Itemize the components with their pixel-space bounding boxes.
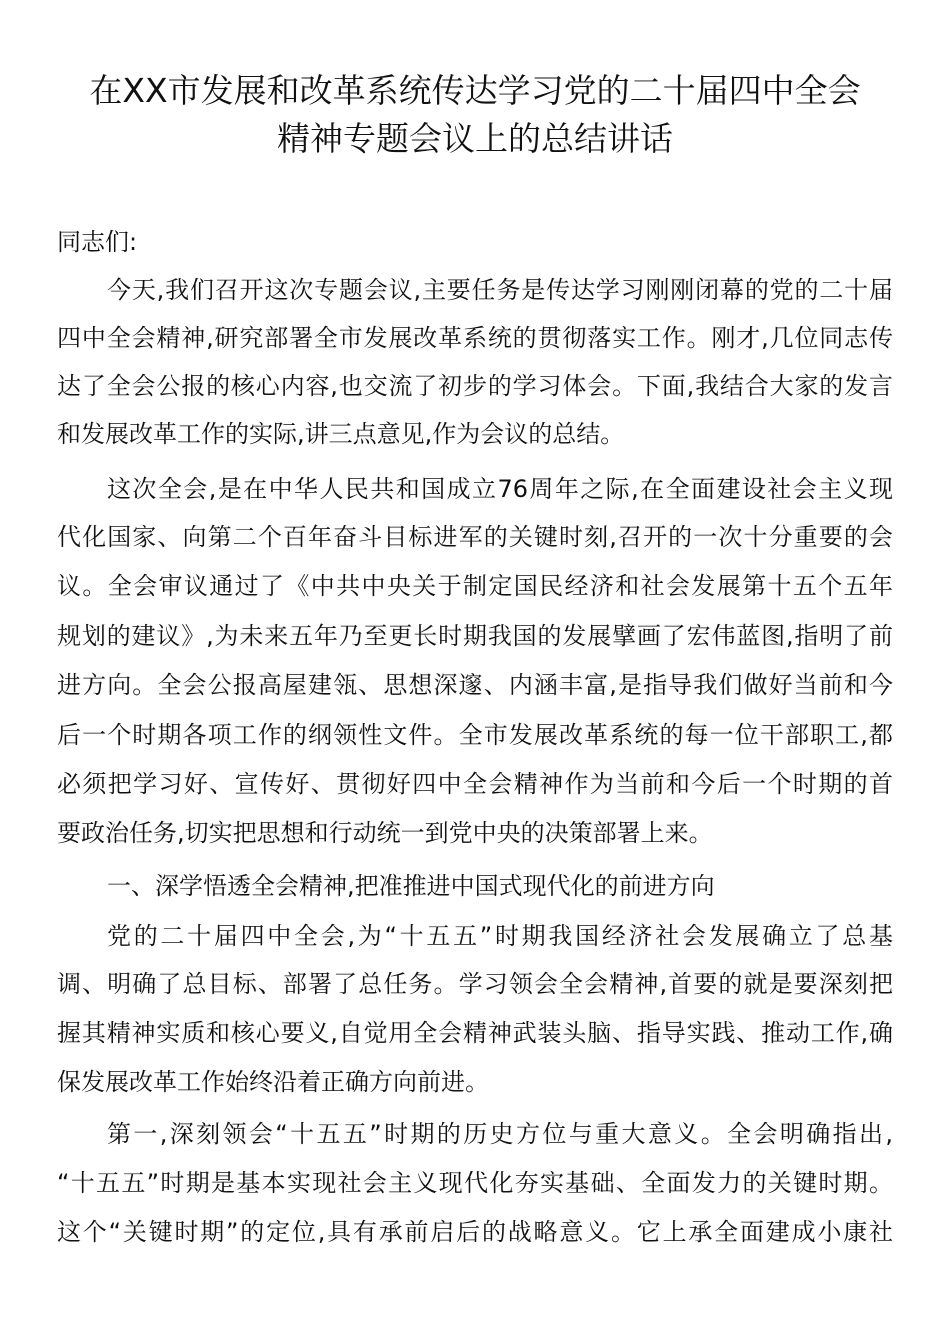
paragraph-line: 议。全会审议通过了《中共中央关于制定国民经济和社会发展第十五个五年 bbox=[57, 572, 893, 600]
paragraph-line: 四中全会精神,研究部署全市发展改革系统的贯彻落实工作。刚才,几位同志传 bbox=[57, 324, 893, 352]
document-title-line-1: 在XX市发展和改革系统传达学习党的二十届四中全会 bbox=[89, 71, 861, 110]
paragraph-line: 第一,深刻领会“十五五”时期的历史方位与重大意义。全会明确指出, bbox=[107, 1120, 893, 1148]
paragraph-line: 调、明确了总目标、部署了总任务。学习领会全会精神,首要的就是要深刻把 bbox=[57, 970, 893, 998]
paragraph-line: “十五五”时期是基本实现社会主义现代化夯实基础、全面发力的关键时期。 bbox=[57, 1169, 893, 1197]
paragraph-line: 党的二十届四中全会,为“十五五”时期我国经济社会发展确立了总基 bbox=[107, 922, 893, 950]
paragraph-line: 必须把学习好、宣传好、贯彻好四中全会精神作为当前和今后一个时期的首 bbox=[57, 770, 893, 798]
paragraph-line: 达了全会公报的核心内容,也交流了初步的学习体会。下面,我结合大家的发言 bbox=[57, 372, 893, 400]
salutation: 同志们: bbox=[57, 228, 138, 256]
paragraph-line: 要政治任务,切实把思想和行动统一到党中央的决策部署上来。 bbox=[57, 819, 713, 847]
paragraph-line: 今天,我们召开这次专题会议,主要任务是传达学习刚刚闭幕的党的二十届 bbox=[107, 276, 893, 304]
paragraph-line: 和发展改革工作的实际,讲三点意见,作为会议的总结。 bbox=[57, 420, 625, 448]
paragraph-line: 这个“关键时期”的定位,具有承前启后的战略意义。它上承全面建成小康社 bbox=[57, 1218, 893, 1246]
paragraph-line: 后一个时期各项工作的纲领性文件。全市发展改革系统的每一位干部职工,都 bbox=[57, 721, 893, 749]
section-heading: 一、深学悟透全会精神,把准推进中国式现代化的前进方向 bbox=[107, 872, 715, 900]
paragraph-line: 规划的建议》,为未来五年乃至更长时期我国的发展擘画了宏伟蓝图,指明了前 bbox=[57, 622, 893, 650]
paragraph-line: 这次全会,是在中华人民共和国成立76周年之际,在全面建设社会主义现 bbox=[107, 475, 893, 503]
paragraph-line: 握其精神实质和核心要义,自觉用全会精神武装头脑、指导实践、推动工作,确 bbox=[57, 1019, 893, 1047]
document-title-line-2: 精神专题会议上的总结讲话 bbox=[277, 119, 673, 158]
paragraph-line: 进方向。全会公报高屋建瓴、思想深邃、内涵丰富,是指导我们做好当前和今 bbox=[57, 671, 893, 699]
paragraph-line: 保发展改革工作始终沿着正确方向前进。 bbox=[57, 1068, 489, 1096]
paragraph-line: 代化国家、向第二个百年奋斗目标进军的关键时刻,召开的一次十分重要的会 bbox=[57, 523, 893, 551]
